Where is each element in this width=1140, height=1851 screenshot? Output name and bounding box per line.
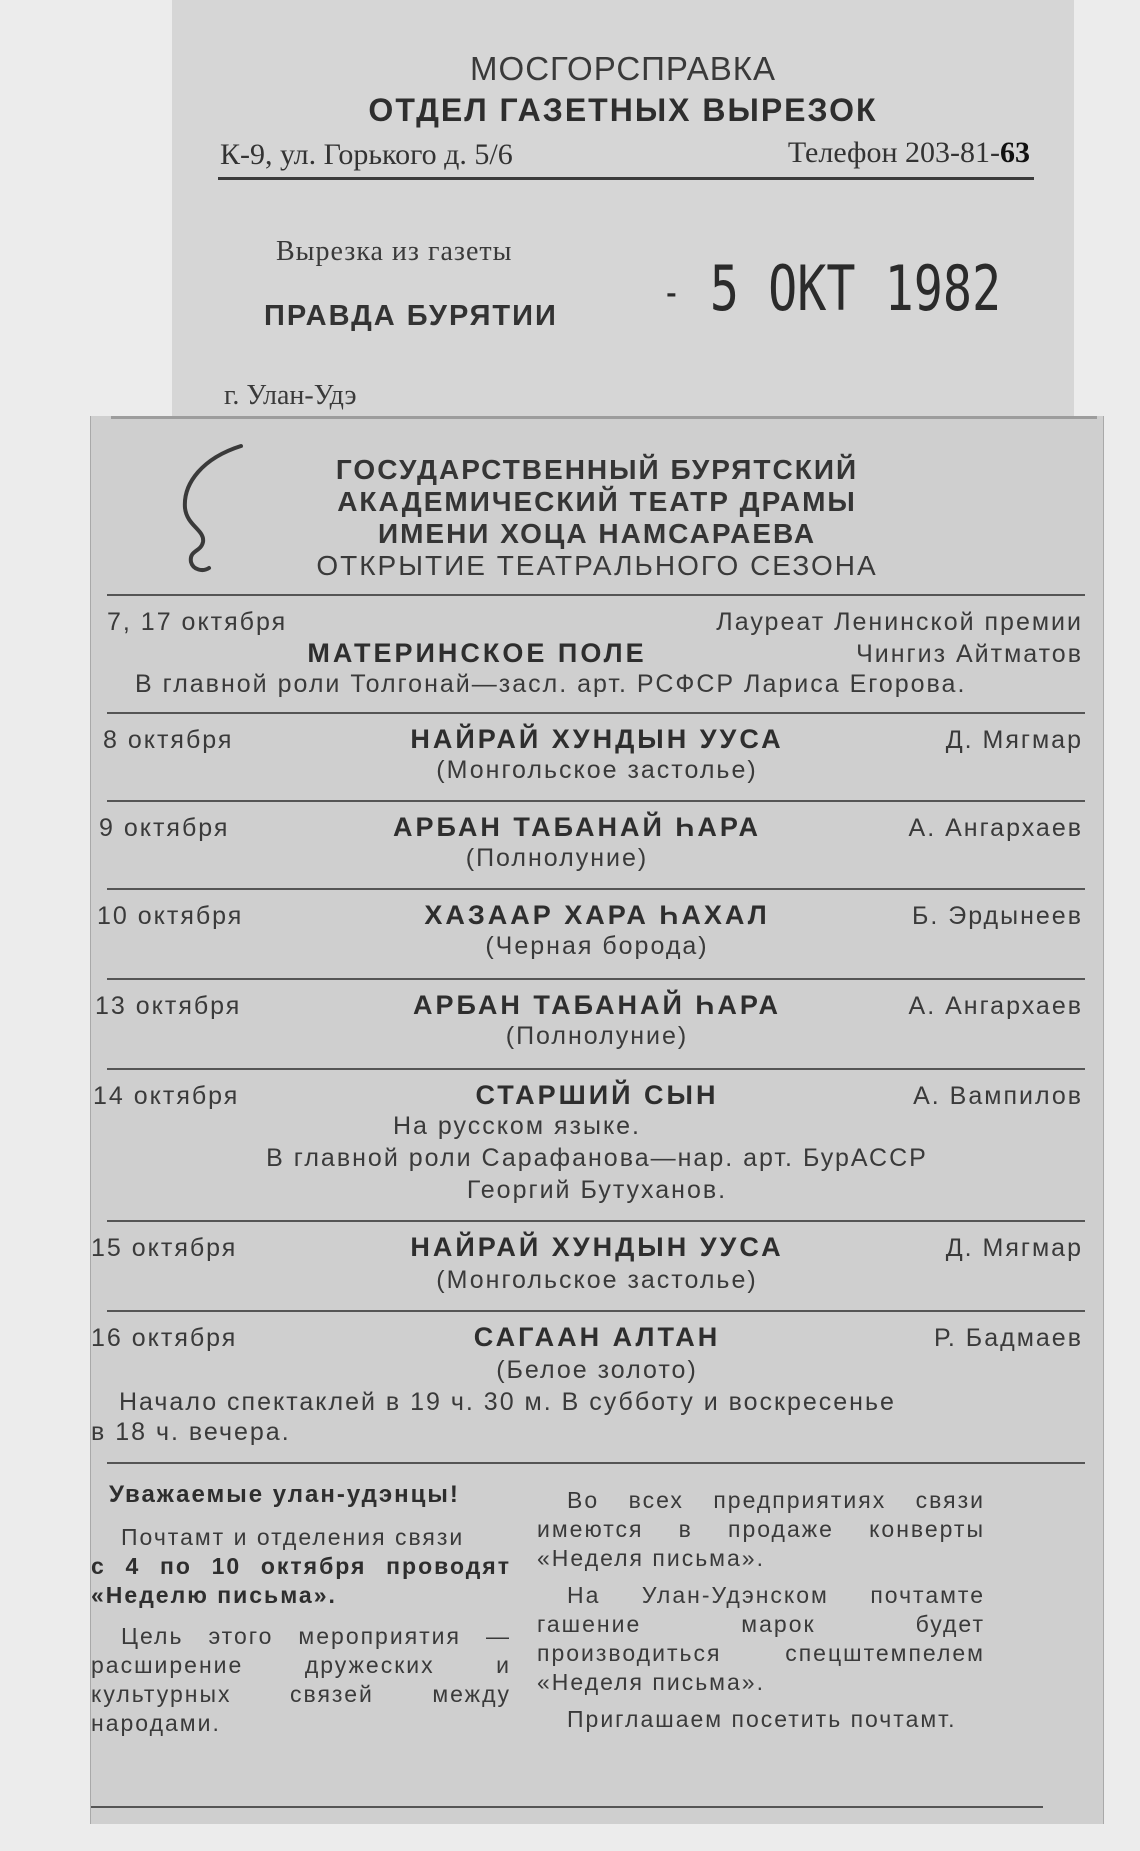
- divider: [91, 1806, 1043, 1808]
- divider: [107, 1068, 1085, 1070]
- phone-end: 63: [1000, 136, 1030, 169]
- show-subtitle: (Монгольское застолье): [436, 1266, 758, 1294]
- theatre-line2: АКАДЕМИЧЕСКИЙ ТЕАТР ДРАМЫ: [337, 486, 857, 517]
- theatre-line3: ИМЕНИ ХОЦА НАМСАРАЕВА: [377, 518, 817, 549]
- show-title: НАЙРАЙ ХУНДЫН УУСА: [410, 1232, 784, 1262]
- org-name: МОСГОРСПРАВКА: [470, 50, 776, 87]
- show-title: МАТЕРИНСКОЕ ПОЛЕ: [307, 638, 647, 668]
- show-date: 10 октября: [97, 902, 244, 930]
- show-date: 9 октября: [99, 814, 230, 842]
- date-stamp-text: 5 ОКТ 1982: [709, 252, 1002, 325]
- show-subtitle: (Полнолуние): [505, 1022, 689, 1050]
- dept-name: ОТДЕЛ ГАЗЕТНЫХ ВЫРЕЗОК: [368, 92, 878, 128]
- show-date: 8 октября: [103, 726, 234, 754]
- show-author: Д. Мягмар: [945, 1234, 1083, 1262]
- notice-bold-text: с 4 по 10 октября проводят «Неделю письма».: [91, 1553, 511, 1608]
- show-subtitle: (Полнолуние): [465, 844, 649, 872]
- show-note: В главной роли Толгонай—засл. арт. РСФСР Лариса Егорова.: [135, 670, 967, 698]
- show-subtitle: (Белое золото): [496, 1356, 698, 1384]
- phone-label: Телефон 203-81-: [787, 136, 1000, 169]
- notice-paragraph: Цель этого мероприятия — расширение дружеских и культурных связей между народами.: [91, 1623, 511, 1736]
- show-title: САГААН АЛТАН: [473, 1322, 721, 1352]
- show-date: 13 октября: [95, 992, 242, 1020]
- notice-paragraph: На Улан-Удэнском почтамте гашение марок будет производиться спецштемпелем «Неделя письма».: [537, 1582, 985, 1695]
- date-stamp: - 5 ОКТ 1982: [662, 252, 1002, 325]
- city: г. Улан-Удэ: [224, 380, 357, 411]
- show-author: Д. Мягмар: [945, 726, 1083, 754]
- notice-text: Почтамт и отделения связи: [121, 1524, 465, 1550]
- notice-right-column: [537, 1486, 985, 1742]
- divider: [107, 1462, 1085, 1464]
- theatre-line4: ОТКРЫТИЕ ТЕАТРАЛЬНОГО СЕЗОНА: [316, 550, 878, 581]
- show-language: На русском языке.: [392, 1112, 642, 1140]
- newspaper-clipping: [90, 416, 1104, 1824]
- torn-edge: [111, 416, 1097, 419]
- show-author: А. Вампилов: [913, 1082, 1083, 1110]
- notice-paragraph: [91, 1523, 511, 1552]
- show-actor: Георгий Бутуханов.: [466, 1176, 728, 1204]
- divider: [107, 888, 1085, 890]
- show-author: А. Ангархаев: [908, 992, 1083, 1020]
- divider: [107, 1310, 1085, 1312]
- divider: [107, 712, 1085, 714]
- divider: [218, 177, 1034, 180]
- address: К-9, ул. Горького д. 5/6: [220, 138, 513, 171]
- divider: [107, 1220, 1085, 1222]
- show-prize: Лауреат Ленинской премии: [716, 608, 1083, 636]
- show-title: ХАЗААР ХАРА ҺАХАЛ: [424, 900, 770, 930]
- show-subtitle: (Черная борода): [485, 932, 709, 960]
- start-time-line2: в 18 ч. вечера.: [91, 1418, 291, 1446]
- newspaper-name: ПРАВДА БУРЯТИИ: [264, 300, 558, 332]
- show-author: Р. Бадмаев: [933, 1324, 1083, 1352]
- show-title: СТАРШИЙ СЫН: [475, 1080, 719, 1110]
- notice-paragraph: Во всех предприятиях связи имеются в продаже конверты «Неделя письма».: [537, 1487, 985, 1571]
- show-date: 14 октября: [93, 1082, 240, 1110]
- clipping-service-slip: [172, 0, 1074, 420]
- show-date: 15 октября: [91, 1234, 238, 1262]
- notice-heading: Уважаемые улан-удэнцы!: [109, 1481, 460, 1508]
- show-title: АРБАН ТАБАНАЙ ҺАРА: [392, 812, 762, 842]
- notice-left-column: [91, 1480, 511, 1746]
- show-author: Б. Эрдынеев: [911, 902, 1083, 930]
- show-note: В главной роли Сарафанова—нар. арт. БурАССР: [266, 1144, 928, 1172]
- notice-paragraph: Приглашаем посетить почтамт.: [567, 1706, 957, 1732]
- cut-label: Вырезка из газеты: [276, 236, 513, 267]
- show-subtitle: (Монгольское застолье): [436, 756, 758, 784]
- show-title: АРБАН ТАБАНАЙ ҺАРА: [412, 990, 782, 1020]
- theatre-line1: ГОСУДАРСТВЕННЫЙ БУРЯТСКИЙ: [335, 454, 859, 485]
- phone: [788, 136, 1030, 170]
- show-title: НАЙРАЙ ХУНДЫН УУСА: [410, 724, 784, 754]
- show-date: 16 октября: [91, 1324, 238, 1352]
- show-date: 7, 17 октября: [107, 608, 288, 636]
- divider: [107, 978, 1085, 980]
- show-author: А. Ангархаев: [908, 814, 1083, 842]
- show-author: Чингиз Айтматов: [856, 640, 1083, 668]
- divider: [107, 800, 1085, 802]
- start-time-line1: Начало спектаклей в 19 ч. 30 м. В субботу и воскресенье: [119, 1388, 896, 1416]
- divider: [107, 594, 1085, 596]
